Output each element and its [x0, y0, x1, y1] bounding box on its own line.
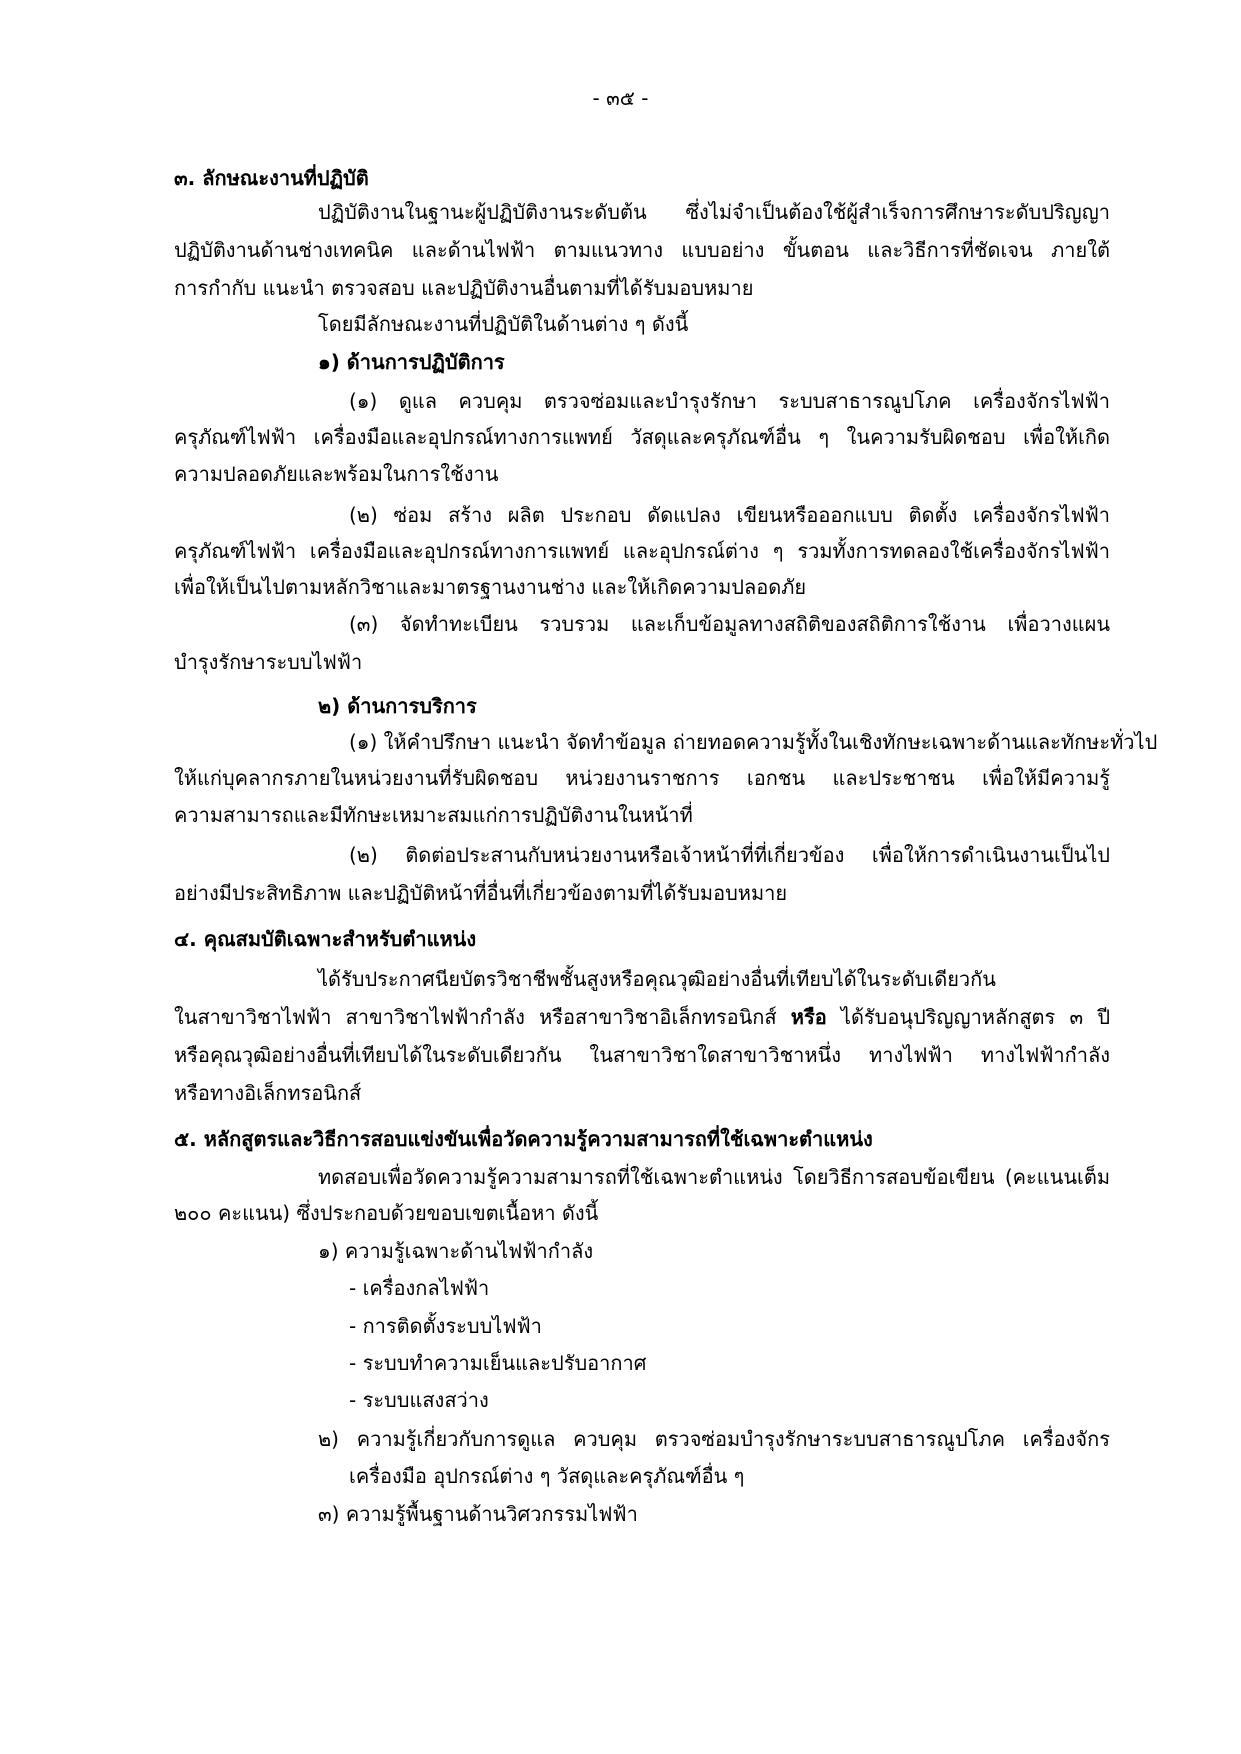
paragraph-line: อย่างมีประสิทธิภาพ และปฏิบัติหน้าที่อื่นที่เกี่ยวข้องตามที่ได้รับมอบหมาย [174, 881, 788, 905]
paragraph-line: ความสามารถและมีทักษะเหมาะสมแก่การปฏิบัติงานในหน้าที่ [174, 803, 693, 827]
paragraph-line: เพื่อให้เป็นไปตามหลักวิชาและมาตรฐานงานช่าง และให้เกิดความปลอดภัย [174, 575, 807, 599]
paragraph-line: ๒๐๐ คะแนน) ซึ่งประกอบด้วยขอบเขตเนื้อหา ดังนี้ [174, 1201, 599, 1225]
paragraph-line: ปฏิบัติงานในฐานะผู้ปฏิบัติงานระดับต้น ซึ่งไม่จำเป็นต้องใช้ผู้สำเร็จการศึกษาระดับปริญญา [318, 200, 1110, 224]
paragraph-line: (๒) ซ่อม สร้าง ผลิต ประกอบ ดัดแปลง เขียนหรือออกแบบ ติดตั้ง เครื่องจักรไฟฟ้า [349, 503, 1110, 527]
paragraph-line: (๑) ให้คำปรึกษา แนะนำ จัดทำข้อมูล ถ่ายทอดความรู้ทั้งในเชิงทักษะเฉพาะด้านและทักษะทั่วไป [349, 730, 1158, 754]
page-number: - ๓๕ - [592, 86, 649, 110]
paragraph-line [174, 1000, 1110, 1034]
paragraph-line: ความปลอดภัยและพร้อมในการใช้งาน [174, 462, 499, 486]
section-5-heading: ๕. หลักสูตรและวิธีการสอบแข่งขันเพื่อวัดความรู้ความสามารถที่ใช้เฉพาะตำแหน่ง [174, 1127, 873, 1151]
paragraph-line: ได้รับประกาศนียบัตรวิชาชีพชั้นสูงหรือคุณวุฒิอย่างอื่นที่เทียบได้ในระดับเดียวกัน [318, 967, 996, 991]
topic-1-item: - ระบบทำความเย็นและปรับอากาศ [349, 1351, 647, 1375]
paragraph-line: ให้แก่บุคลากรภายในหน่วยงานที่รับผิดชอบ หน่วยงานราชการ เอกชน และประชาชน เพื่อให้มีความรู้ [174, 766, 1110, 790]
paragraph-line: (๓) จัดทำทะเบียน รวบรวม และเก็บข้อมูลทางสถิติของสถิติการใช้งาน เพื่อวางแผน [349, 612, 1110, 636]
text-run: ได้รับอนุปริญญาหลักสูตร ๓ ปี [826, 1005, 1111, 1029]
paragraph-line: หรือคุณวุฒิอย่างอื่นที่เทียบได้ในระดับเดียวกัน ในสาขาวิชาใดสาขาวิชาหนึ่ง ทางไฟฟ้า ทางไฟฟ้ากำลัง [174, 1043, 1110, 1067]
section-3-heading: ๓. ลักษณะงานที่ปฏิบัติ [174, 166, 369, 190]
paragraph-line: ปฏิบัติงานด้านช่างเทคนิค และด้านไฟฟ้า ตามแนวทาง แบบอย่าง ขั้นตอน และวิธีการที่ชัดเจน ภายใต้ [174, 238, 1110, 262]
paragraph-line: ครุภัณฑ์ไฟฟ้า เครื่องมือและอุปกรณ์ทางการแพทย์ วัสดุและครุภัณฑ์อื่น ๆ ในความรับผิดชอบ เพื่อให้เกิด [174, 425, 1110, 449]
paragraph-line: (๑) ดูแล ควบคุม ตรวจซ่อมและบำรุงรักษา ระบบสาธารณูปโภค เครื่องจักรไฟฟ้า [349, 389, 1110, 413]
topic-3: ๓) ความรู้พื้นฐานด้านวิศวกรรมไฟฟ้า [318, 1502, 638, 1526]
subsection-operations-heading: ๑) ด้านการปฏิบัติการ [318, 350, 505, 374]
topic-1-item: - เครื่องกลไฟฟ้า [349, 1276, 490, 1300]
paragraph-line: หรือทางอิเล็กทรอนิกส์ [174, 1081, 362, 1105]
topic-1-item: - ระบบแสงสว่าง [349, 1388, 489, 1412]
paragraph-line: บำรุงรักษาระบบไฟฟ้า [174, 650, 363, 674]
topic-1-item: - การติดตั้งระบบไฟฟ้า [349, 1314, 542, 1338]
emphasis-or: หรือ [790, 1005, 827, 1029]
topic-2: ๒) ความรู้เกี่ยวกับการดูแล ควบคุม ตรวจซ่อมบำรุงรักษาระบบสาธารณูปโภค เครื่องจักร [318, 1427, 1110, 1451]
paragraph-line: ทดสอบเพื่อวัดความรู้ความสามารถที่ใช้เฉพาะตำแหน่ง โดยวิธีการสอบข้อเขียน (คะแนนเต็ม [318, 1165, 1110, 1189]
paragraph-line: การกำกับ แนะนำ ตรวจสอบ และปฏิบัติงานอื่นตามที่ได้รับมอบหมาย [174, 276, 754, 300]
topic-1: ๑) ความรู้เฉพาะด้านไฟฟ้ากำลัง [318, 1239, 594, 1263]
paragraph-line: (๒) ติดต่อประสานกับหน่วยงานหรือเจ้าหน้าที่ที่เกี่ยวข้อง เพื่อให้การดำเนินงานเป็นไป [349, 843, 1110, 867]
paragraph-line: โดยมีลักษณะงานที่ปฏิบัติในด้านต่าง ๆ ดังนี้ [318, 312, 689, 336]
section-4-heading: ๔. คุณสมบัติเฉพาะสำหรับตำแหน่ง [174, 927, 477, 951]
subsection-services-heading: ๒) ด้านการบริการ [318, 694, 477, 718]
paragraph-line: ครุภัณฑ์ไฟฟ้า เครื่องมือและอุปกรณ์ทางการแพทย์ และอุปกรณ์ต่าง ๆ รวมทั้งการทดลองใช้เครื่องจักรไฟฟ้า [174, 539, 1110, 563]
text-run: ในสาขาวิชาไฟฟ้า สาขาวิชาไฟฟ้ากำลัง หรือสาขาวิชาอิเล็กทรอนิกส์ [174, 1005, 791, 1029]
topic-2-continued: เครื่องมือ อุปกรณ์ต่าง ๆ วัสดุและครุภัณฑ์อื่น ๆ [349, 1464, 745, 1488]
